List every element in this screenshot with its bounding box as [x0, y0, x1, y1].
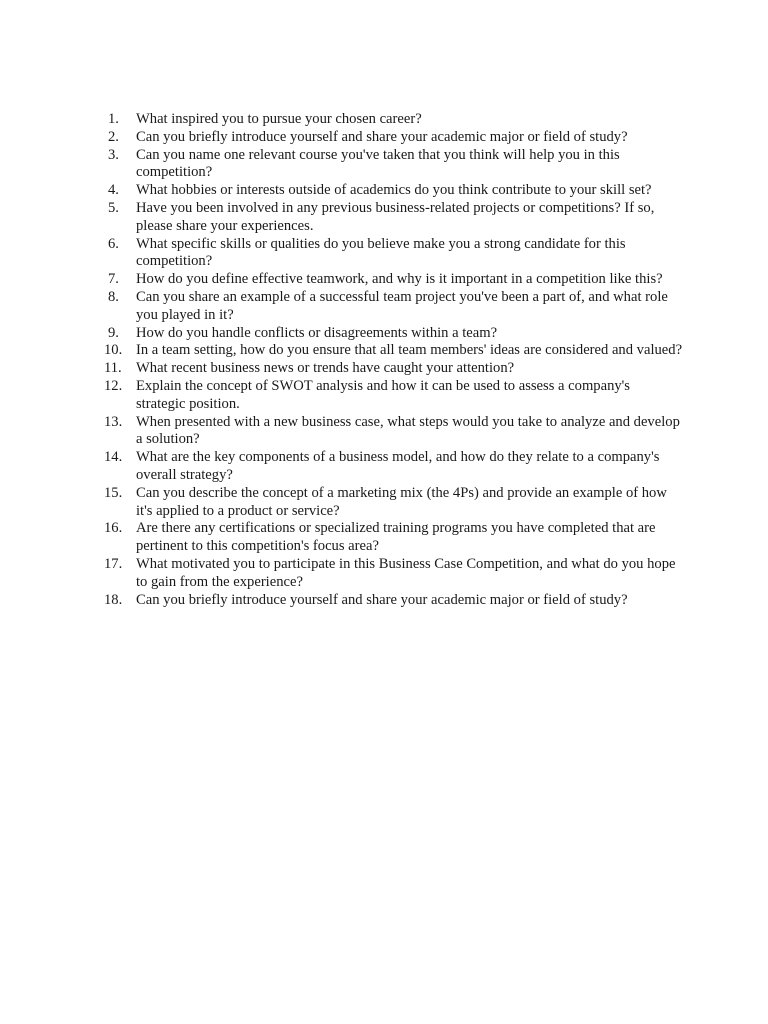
list-item [104, 591, 683, 610]
question-text: Can you describe the concept of a marketing mix (the 4Ps) and provide an example of how it's applied to a product or service? [136, 484, 667, 519]
list-item [104, 484, 683, 521]
question-text: Explain the concept of SWOT analysis and how it can be used to assess a company's strategic position. [136, 377, 630, 412]
question-list [104, 111, 683, 609]
list-item [108, 271, 683, 289]
list-item [108, 200, 683, 236]
question-text: How do you define effective teamwork, and why is it important in a competition like this? [136, 271, 663, 288]
list-number: 14. [104, 449, 123, 466]
list-number: 6. [108, 235, 119, 252]
question-text: What motivated you to participate in this Business Case Competition, and what do you hope to gain from the experience? [136, 555, 676, 590]
list-item [108, 182, 683, 200]
list-item [108, 111, 683, 129]
question-text: Have you been involved in any previous business-related projects or competitions? If so, please share your experiences. [136, 199, 655, 234]
list-item [104, 449, 683, 485]
question-text: When presented with a new business case, what steps would you take to analyze and develop a solution? [136, 413, 680, 448]
question-text: Are there any certifications or specialized training programs you have completed that are pertinent to this competition's focus area? [136, 520, 656, 555]
list-item [104, 555, 683, 592]
list-number: 15. [104, 484, 123, 501]
list-number: 18. [104, 591, 123, 608]
list-number: 2. [108, 128, 119, 145]
list-number: 7. [108, 271, 119, 288]
question-text: Can you briefly introduce yourself and share your academic major or field of study? [136, 591, 628, 608]
list-number: 11. [104, 360, 122, 377]
list-number: 8. [108, 288, 119, 305]
list-number: 1. [108, 111, 119, 127]
question-text: What recent business news or trends have caught your attention? [136, 360, 515, 377]
question-text: Can you briefly introduce yourself and share your academic major or field of study? [136, 128, 628, 145]
list-item [104, 520, 683, 556]
list-number: 3. [108, 146, 119, 163]
question-text: In a team setting, how do you ensure that all team members' ideas are considered and valued? [136, 342, 683, 359]
list-number: 12. [104, 377, 123, 394]
list-number: 17. [104, 555, 123, 572]
question-text: What are the key components of a business model, and how do they relate to a company's overall strategy? [136, 449, 660, 483]
list-number: 9. [108, 324, 119, 341]
list-item [108, 147, 683, 183]
list-item [108, 129, 683, 147]
question-text: Can you share an example of a successful team project you've been a part of, and what role you played in it? [136, 288, 668, 323]
list-number: 5. [108, 199, 119, 216]
list-item [108, 325, 683, 343]
question-text: What hobbies or interests outside of academics do you think contribute to your skill set? [136, 182, 652, 199]
question-text: How do you handle conflicts or disagreements within a team? [136, 324, 498, 341]
list-item [104, 342, 683, 360]
list-number: 13. [104, 413, 123, 430]
list-item [104, 377, 683, 414]
list-number: 4. [108, 182, 119, 199]
list-number: 10. [104, 342, 123, 359]
list-item [104, 360, 683, 378]
question-text: What specific skills or qualities do you believe make you a strong candidate for this competition? [136, 235, 626, 270]
question-text: Can you name one relevant course you've taken that you think will help you in this competition? [136, 146, 620, 181]
list-number: 16. [104, 520, 123, 537]
list-item [108, 236, 683, 272]
list-item [108, 289, 683, 325]
question-text: What inspired you to pursue your chosen career? [136, 111, 422, 127]
list-item [104, 413, 683, 450]
